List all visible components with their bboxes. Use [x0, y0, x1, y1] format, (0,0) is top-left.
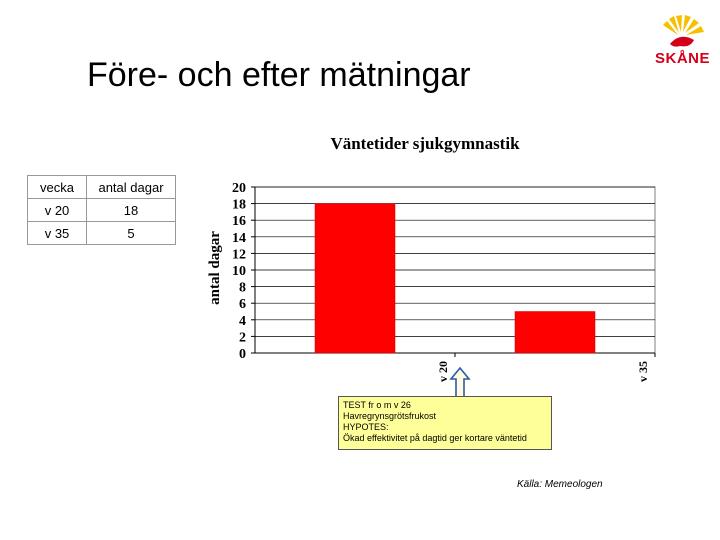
table-cell: v 20	[28, 199, 87, 222]
table-row	[28, 222, 176, 245]
data-table	[27, 175, 176, 245]
y-tick-label: 16	[232, 214, 246, 230]
y-tick-label: 4	[239, 313, 246, 329]
note-line: Havregrynsgrötsfrukost	[343, 411, 437, 421]
table-header-cell: vecka	[28, 176, 87, 199]
y-tick-label: 8	[239, 280, 246, 296]
y-tick-label: 14	[232, 230, 246, 246]
note-line: TEST fr o m v 26	[343, 400, 411, 410]
y-axis-label: antal dagar	[207, 231, 223, 305]
y-tick-label: 18	[232, 197, 246, 213]
x-tick-label: v 20	[436, 361, 450, 382]
note-line: HYPOTES:	[343, 422, 389, 432]
slide-title: Före- och efter mätningar	[87, 56, 471, 94]
table-header-cell: antal dagar	[87, 176, 176, 199]
bar-chart	[195, 128, 675, 390]
y-tick-label: 6	[239, 297, 246, 313]
table-header-row	[28, 176, 176, 199]
source-citation: Källa: Memeologen	[517, 479, 603, 490]
y-tick-label: 0	[239, 347, 246, 362]
table-cell: 18	[87, 199, 176, 222]
table-cell: 5	[87, 222, 176, 245]
bar-v-20	[315, 204, 395, 353]
y-tick-label: 20	[232, 181, 246, 196]
bar-v-35	[515, 312, 595, 354]
chart-title: Väntetider sjukgymnastik	[330, 134, 520, 153]
y-tick-label: 2	[239, 330, 246, 346]
hypothesis-note	[338, 396, 552, 450]
y-tick-label: 12	[232, 247, 246, 263]
y-tick-label: 10	[232, 264, 246, 279]
logo-text: SKÅNE	[655, 50, 711, 67]
table-cell: v 35	[28, 222, 87, 245]
note-line: Ökad effektivitet på dagtid ger kortare väntetid	[343, 433, 527, 443]
x-tick-label: v 35	[636, 361, 650, 382]
table-row	[28, 199, 176, 222]
